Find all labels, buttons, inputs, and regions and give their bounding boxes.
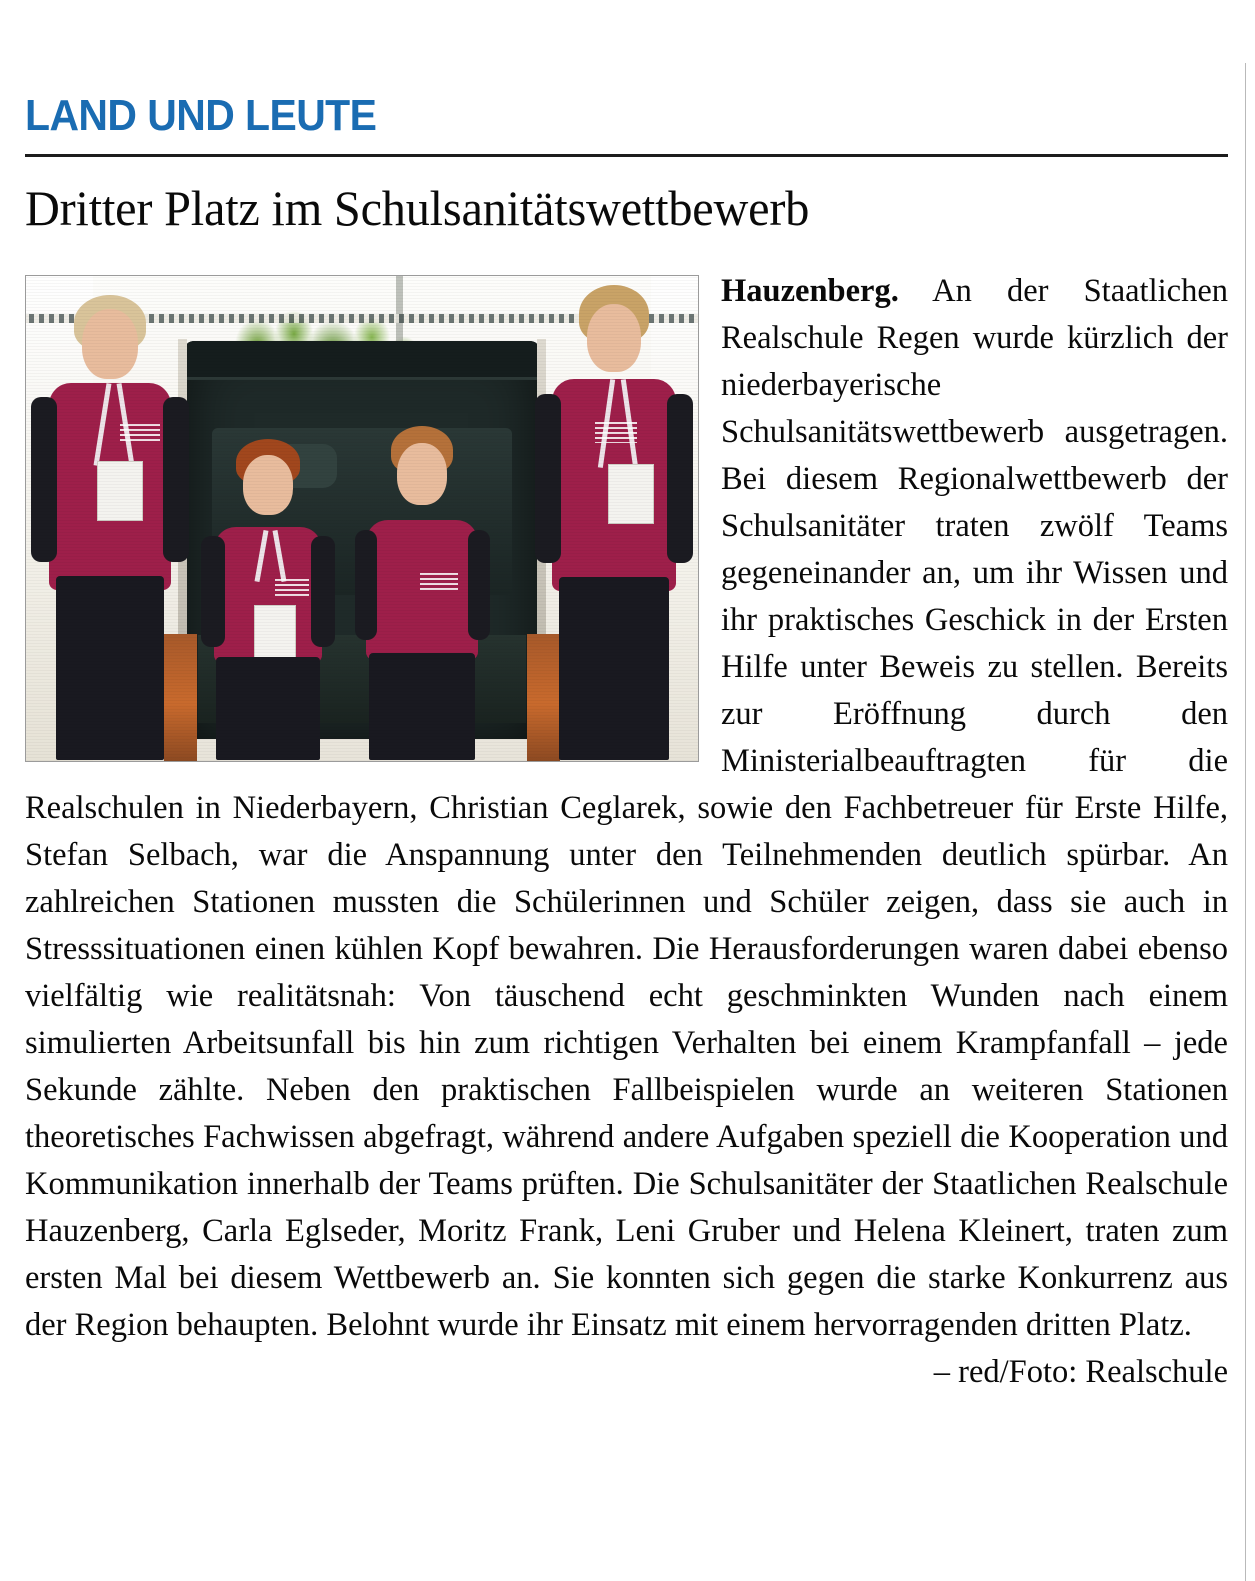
photo-legs [369, 653, 475, 760]
section-kicker: LAND UND LEUTE [25, 91, 377, 140]
kicker-horizontal-rule [25, 154, 1228, 157]
article-content [25, 0, 1228, 1396]
photo-id-badge [97, 461, 143, 521]
photo-sleeve-left [201, 536, 225, 646]
photo-legs [559, 577, 669, 760]
column-divider-rule [1245, 63, 1246, 1581]
article-body [25, 268, 1228, 1390]
photo-legs [216, 657, 320, 761]
photo-person-standing-left [29, 300, 190, 761]
photo-shirt-logo [420, 573, 458, 593]
photo-sleeve-left [535, 394, 561, 563]
photo-sleeve-right [468, 530, 490, 640]
photo-head [243, 455, 293, 515]
photo-head [587, 304, 641, 372]
photo-sleeve-left [31, 397, 57, 563]
photo-sleeve-right [667, 394, 693, 563]
photo-id-badge [608, 464, 654, 524]
photo-head [82, 309, 138, 379]
article-headline: Dritter Platz im Schulsanitätswettbewerb [25, 180, 810, 236]
photo-sleeve-right [311, 536, 335, 646]
photo-sleeve-right [163, 397, 189, 563]
article-dateline: Hauzenberg. [721, 272, 899, 309]
photo-id-badge [254, 605, 296, 659]
photo-person-standing-right [533, 290, 694, 760]
article-photo [25, 275, 699, 762]
article-body-text: An der Staatlichen Realschule Regen wurde kürzlich der niederbayerische Schulsanitätswettbewerb ausgetragen. Bei diesem Regionalwettbewerb der Schulsanitäter traten zwölf Teams gegeneinander an, um ihr Wissen und ihr praktisches Geschick in der Ersten Hilfe unter Beweis zu stellen. Bereits zur Eröffnung durch den Ministerialbeauftragten für die Realschulen in Niederbayern, Christian Ceglarek, sowie den Fachbetreuer für Erste Hilfe, Stefan Selbach, war die Anspannung unter den Teilnehmenden deutlich spürbar. An zahlreichen Stationen mussten die Schülerinnen und Schüler zeigen, dass sie auch in Stresssituationen einen kühlen Kopf bewahren. Die Herausforderungen waren dabei ebenso vielfältig wie realitätsnah: Von täuschend echt geschminkten Wunden nach einem simulierten Arbeitsunfall bis hin zum richtigen Verhalten bei einem Krampfanfall – jede Sekunde zählte. Neben den praktischen Fallbeispielen wurde an weiteren Stationen theoretisches Fachwissen abgefragt, während andere Aufgaben speziell die Kooperation und Kommunikation innerhalb der Teams prüften. Die Schulsanitäter der Staatlichen Realschule Hauzenberg, Carla Eglseder, Moritz Frank, Leni Gruber und Helena Kleinert, traten zum ersten Mal bei diesem Wettbewerb an. Sie konnten sich gegen die starke Konkurrenz aus der Region behaupten. Belohnt wurde ihr Einsatz mit einem hervorragenden dritten Platz. [25, 272, 1228, 1343]
photo-person-seated-left [201, 436, 335, 761]
photo-legs [56, 576, 164, 760]
photo-chair-hood [184, 341, 540, 380]
photo-shirt-logo [595, 422, 637, 443]
photo-head [397, 443, 447, 505]
article-credit: – red/Foto: Realschule [933, 1353, 1228, 1390]
photo-shirt-logo [120, 424, 160, 444]
photo-sleeve-left [355, 530, 377, 640]
photo-person-seated-right [355, 426, 489, 761]
photo-shirt-logo [275, 579, 309, 596]
